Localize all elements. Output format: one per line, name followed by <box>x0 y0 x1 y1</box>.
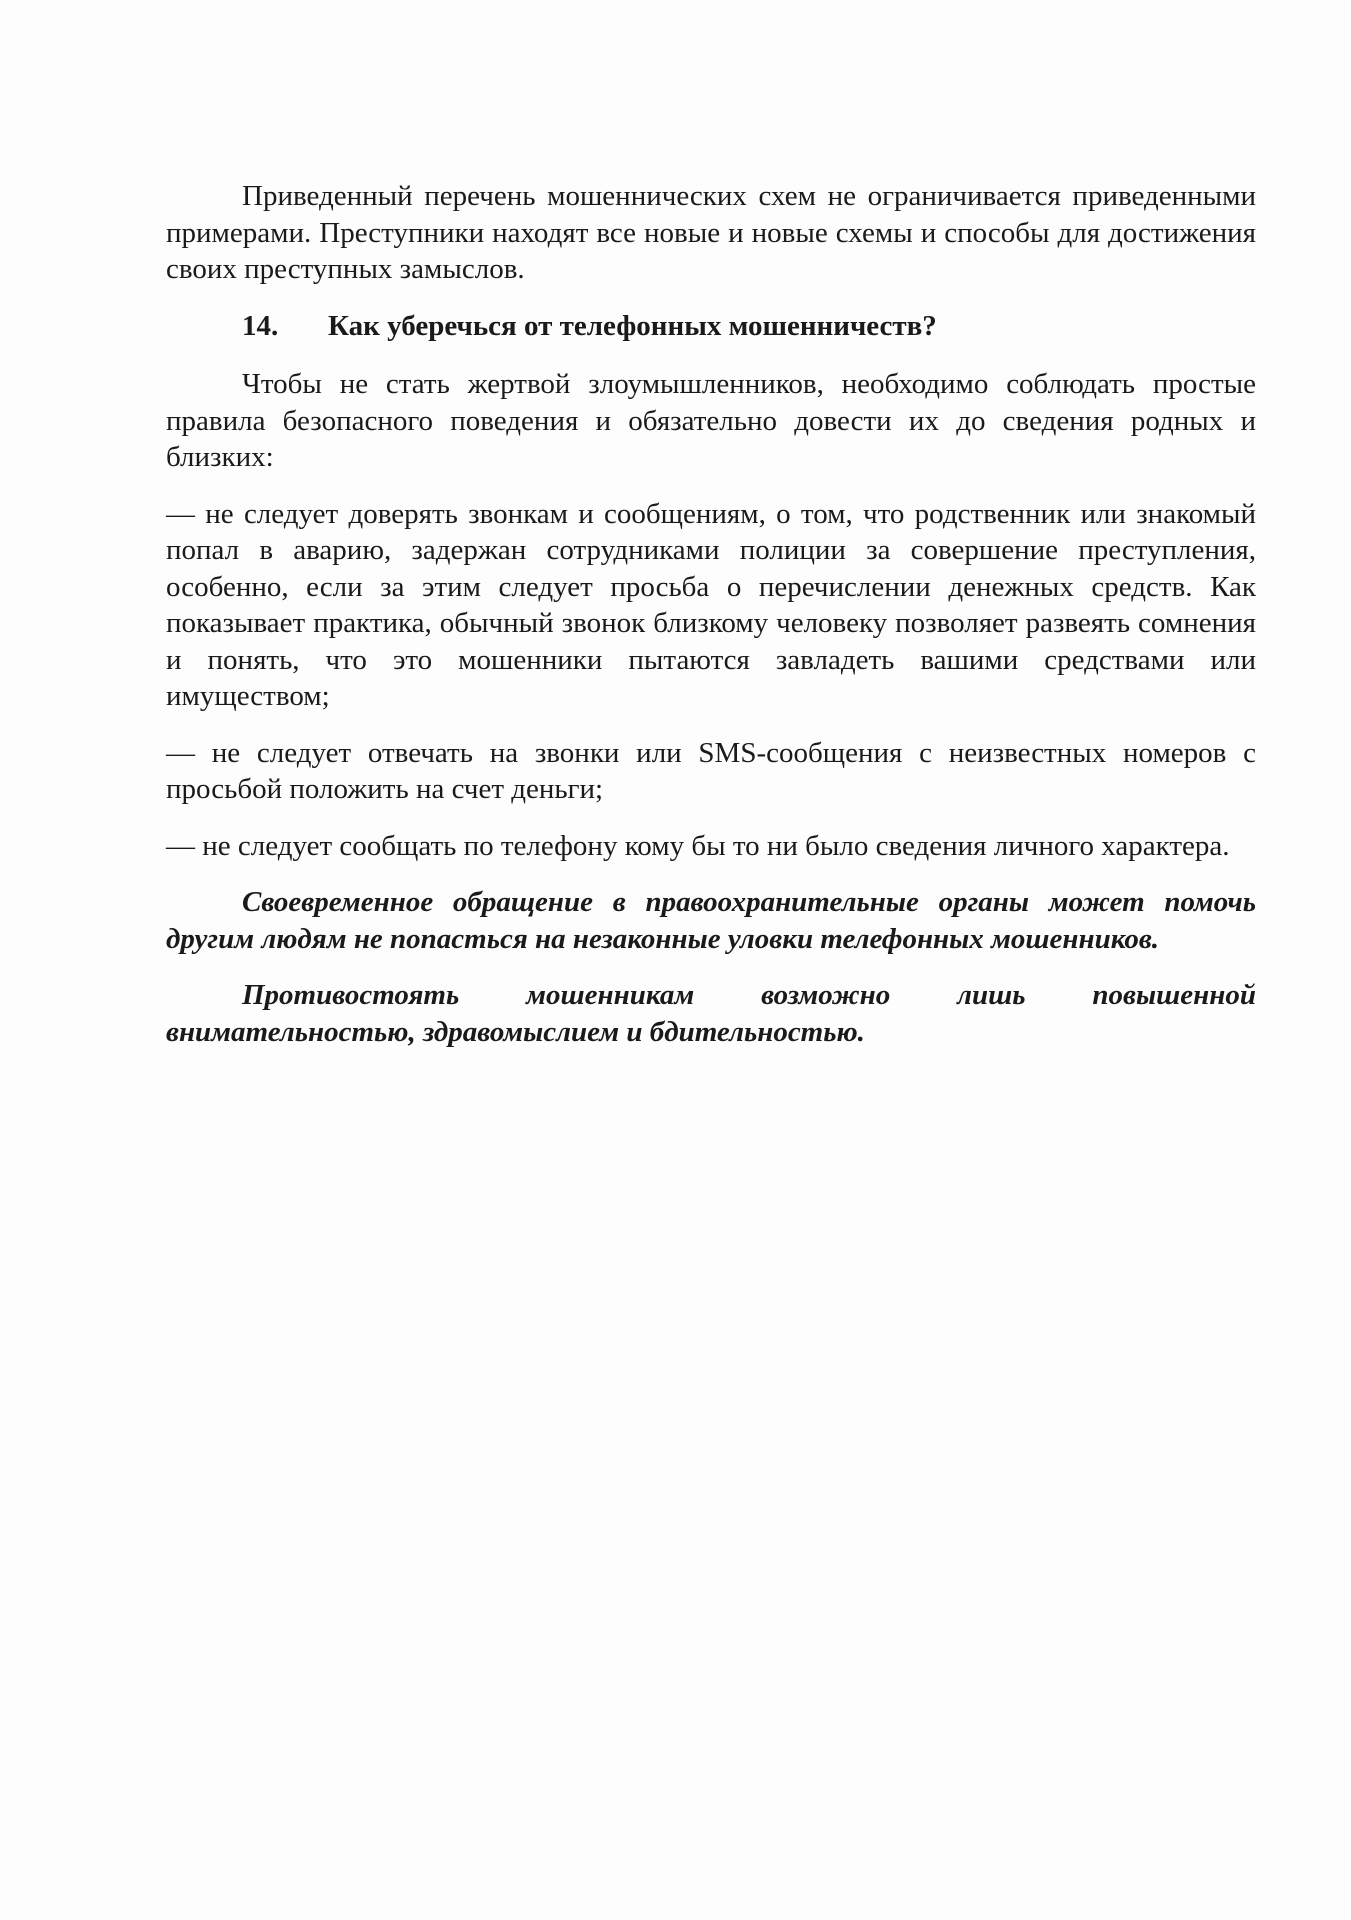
document-body <box>166 178 1256 1070</box>
section-title: Как уберечься от телефонных мошенничеств? <box>328 309 937 342</box>
section-number: 14. <box>242 309 279 342</box>
lead-paragraph: Чтобы не стать жертвой злоумышленников, необходимо соблюдать простые правила безопасного поведения и обязательно довести их до сведения родных и близких: <box>166 368 1256 473</box>
rule-item: — не следует отвечать на звонки или SMS-сообщения с неизвестных номеров с просьбой положить на счет деньги; <box>166 736 1256 805</box>
rule-item: — не следует доверять звонкам и сообщениям, о том, что родственник или знакомый попал в аварию, задержан сотрудниками полиции за совершение преступления, особенно, если за этим следует просьба о перечислении денежных средств. Как показывает практика, обычный звонок близкому человеку позволяет развеять сомнения и понять, что это мошенники пытаются завладеть вашими средствами или имуществом; <box>166 497 1256 712</box>
intro-paragraph: Приведенный перечень мошеннических схем не ограничивается приведенными примерами. Преступники находят все новые и новые схемы и способы для достижения своих преступных замыслов. <box>166 180 1256 285</box>
closing-paragraph: Противостоять мошенникам возможно лишь повышенной внимательностью, здравомыслием и бдительностью. <box>166 979 1256 1048</box>
section-heading <box>166 308 1256 345</box>
rule-item: — не следует сообщать по телефону кому бы то ни было сведения личного характера. <box>166 829 1230 862</box>
closing-paragraph: Своевременное обращение в правоохранительные органы может помочь другим людям не попасться на незаконные уловки телефонных мошенников. <box>166 886 1256 955</box>
